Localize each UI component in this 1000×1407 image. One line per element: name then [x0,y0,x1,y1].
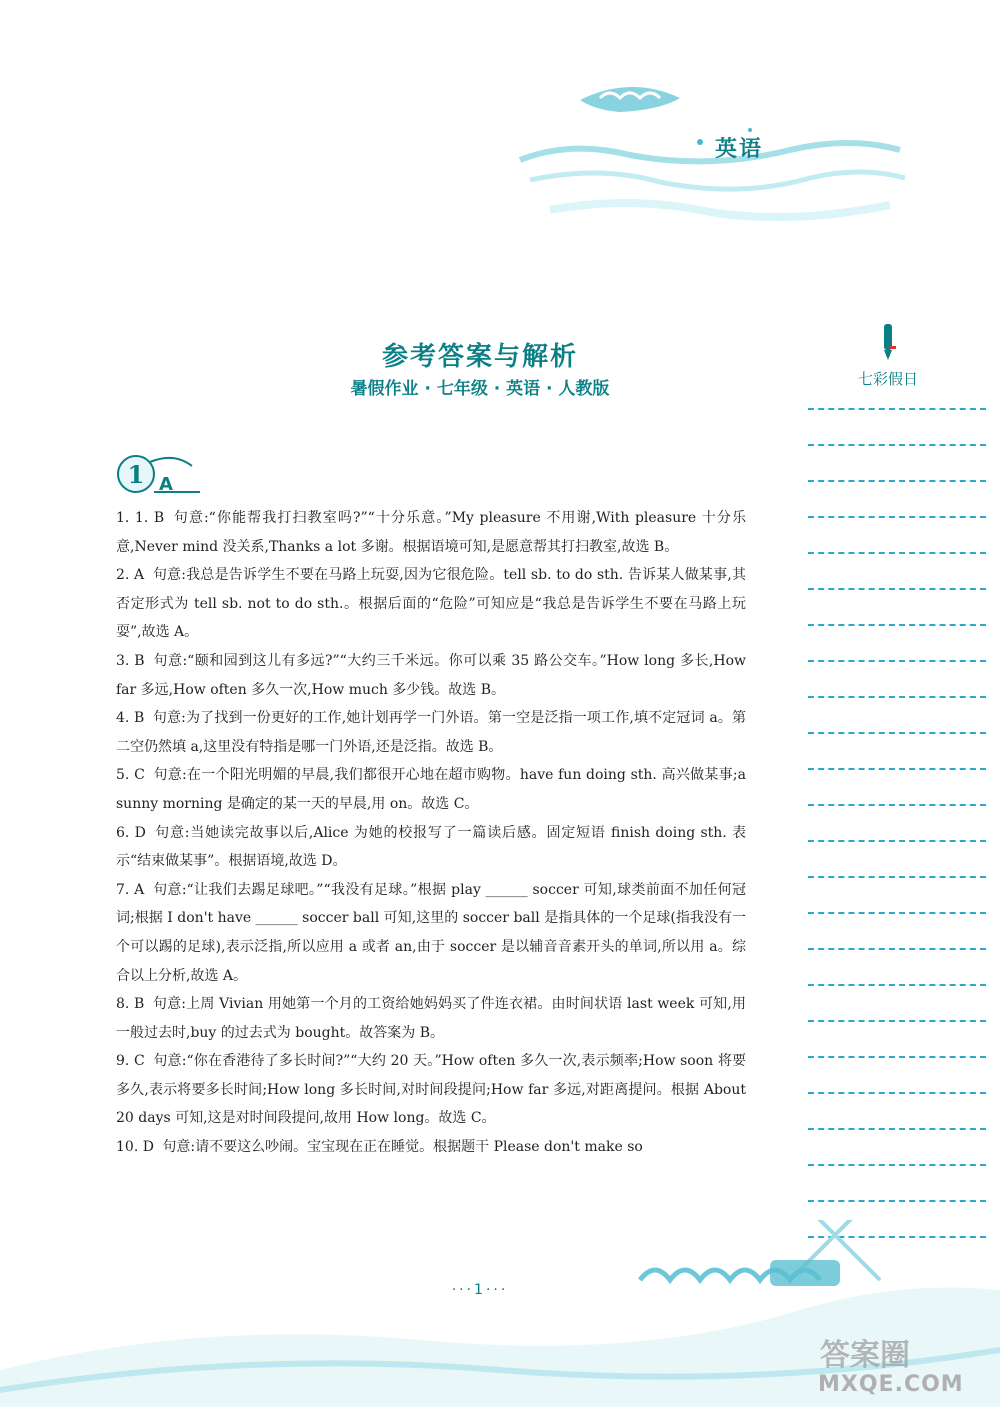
section-badge [114,452,204,498]
header-decoration [510,70,910,240]
page-title: 参考答案与解析 [381,342,578,372]
answer-number: 5. C [116,767,145,784]
note-line [808,1020,986,1023]
note-line [808,408,986,411]
note-line [808,1200,986,1203]
note-line [808,768,986,771]
answer-item [116,1133,746,1162]
watermark-url: MXQE.COM [818,1372,964,1397]
note-line [808,696,986,699]
answer-number: 3. B [116,652,145,669]
note-line [808,912,986,915]
note-line [808,660,986,663]
side-brand-label: 七彩假日 [857,370,918,388]
answer-number: 7. A [116,881,145,898]
note-lines [808,408,986,1272]
note-line [808,948,986,951]
answer-text: 句意:为了找到一份更好的工作,她计划再学一门外语。第一空是泛指一项工作,填不定冠词 a。第二空仍然填 a,这里没有特指是哪一门外语,还是泛指。故选 B。 [116,710,746,755]
page-subtitle: 暑假作业 · 七年级 · 英语 · 人教版 [350,379,610,399]
answer-item [116,704,746,761]
note-line [808,516,986,519]
answer-text: 句意:“你在香港待了多长时间?”“大约 20 天。”How often 多久一次,表示频率;How soon 将要多久,表示将要多长时间;How long 多长时间,对时间段提问;How far 多远,对距离提问。根据 About 20 days 可知,这是对时间段提问,故用 How long。故选 C。 [116,1053,747,1127]
note-line [808,804,986,807]
note-line [808,1164,986,1167]
watermark: 答案圈 [820,1338,910,1373]
note-line [808,588,986,591]
note-line [808,1056,986,1059]
answer-number: 9. C [116,1053,145,1070]
answer-text: 句意:当她读完故事以后,Alice 为她的校报写了一篇读后感。固定短语 finish doing sth. 表示“结束做某事”。根据语境,故选 D。 [116,824,746,870]
answer-text: 句意:“颐和园到这儿有多远?”“大约三千米远。你可以乘 35 路公交车。”How long 多长,How far 多远,How often 多久一次,How much 多少钱。故选 B。 [116,652,746,698]
answer-number: 8. B [116,996,145,1013]
note-line [808,480,986,483]
note-line [808,444,986,447]
note-line [808,876,986,879]
section-number: 1 [127,460,145,489]
answer-text: 句意:我总是告诉学生不要在马路上玩耍,因为它很危险。tell sb. to do sth. 告诉某人做某事,其否定形式为 tell sb. not to do sth.。根据后面的“危险”可知应是“我总是告诉学生不要在马路上玩耍”,故选 A。 [116,567,747,641]
answer-number: 6. D [116,824,146,841]
header-subject: 英语 [715,137,764,162]
note-line [808,624,986,627]
answer-item [116,561,746,647]
answer-number: 1. 1. B [116,510,165,526]
side-brand [818,322,958,389]
answer-number: 10. D [116,1139,154,1156]
note-line [808,552,986,555]
section-letter: A [159,474,173,495]
answer-item [116,761,746,818]
answer-text: 句意:在一个阳光明媚的早晨,我们都很开心地在超市购物。have fun doing sth. 高兴做某事;a sunny morning 是确定的某一天的早晨,用 on。故选 C。 [116,767,746,812]
note-line [808,840,986,843]
answer-list [116,504,746,1162]
note-line [808,732,986,735]
answer-number: 2. A [116,567,145,584]
answer-text: 句意:“你能帮我打扫教室吗?”“十分乐意。”My pleasure 不用谢,With pleasure 十分乐意,Never mind 没关系,Thanks a lot 多谢。根据语境可知,是愿意帮其打扫教室,故选 B。 [116,510,747,555]
answer-text: 句意:上周 Vivian 用她第一个月的工资给她妈妈买了件连衣裙。由时间状语 last week 可知,用一般过去时,buy 的过去式为 bought。故答案为 B。 [116,996,746,1041]
answer-item [116,990,746,1047]
answer-item [116,647,746,704]
note-line [808,984,986,987]
pen-icon [878,322,898,362]
note-line [808,1128,986,1131]
answer-number: 4. B [116,710,145,727]
page-number: ···1··· [451,1282,509,1298]
note-line [808,1092,986,1095]
answer-text: 句意:“让我们去踢足球吧。”“我没有足球。”根据 play ______ soccer 可知,球类前面不加任何冠词;根据 I don't have ______ soccer ball 可知,这里的 soccer ball 是指具体的一个足球(指我没有一个可以踢的足球),表示泛指,所以应用 a 或者 an,由于 soccer 是以辅音音素开头的单词,所以用 a。综合以上分析,故选 A。 [116,881,746,984]
answer-item [116,819,746,876]
answer-item [116,876,746,990]
answer-item [116,504,746,561]
answer-item [116,1047,746,1133]
answer-text: 句意:请不要这么吵闹。宝宝现在正在睡觉。根据题干 Please don't make so [162,1139,643,1156]
